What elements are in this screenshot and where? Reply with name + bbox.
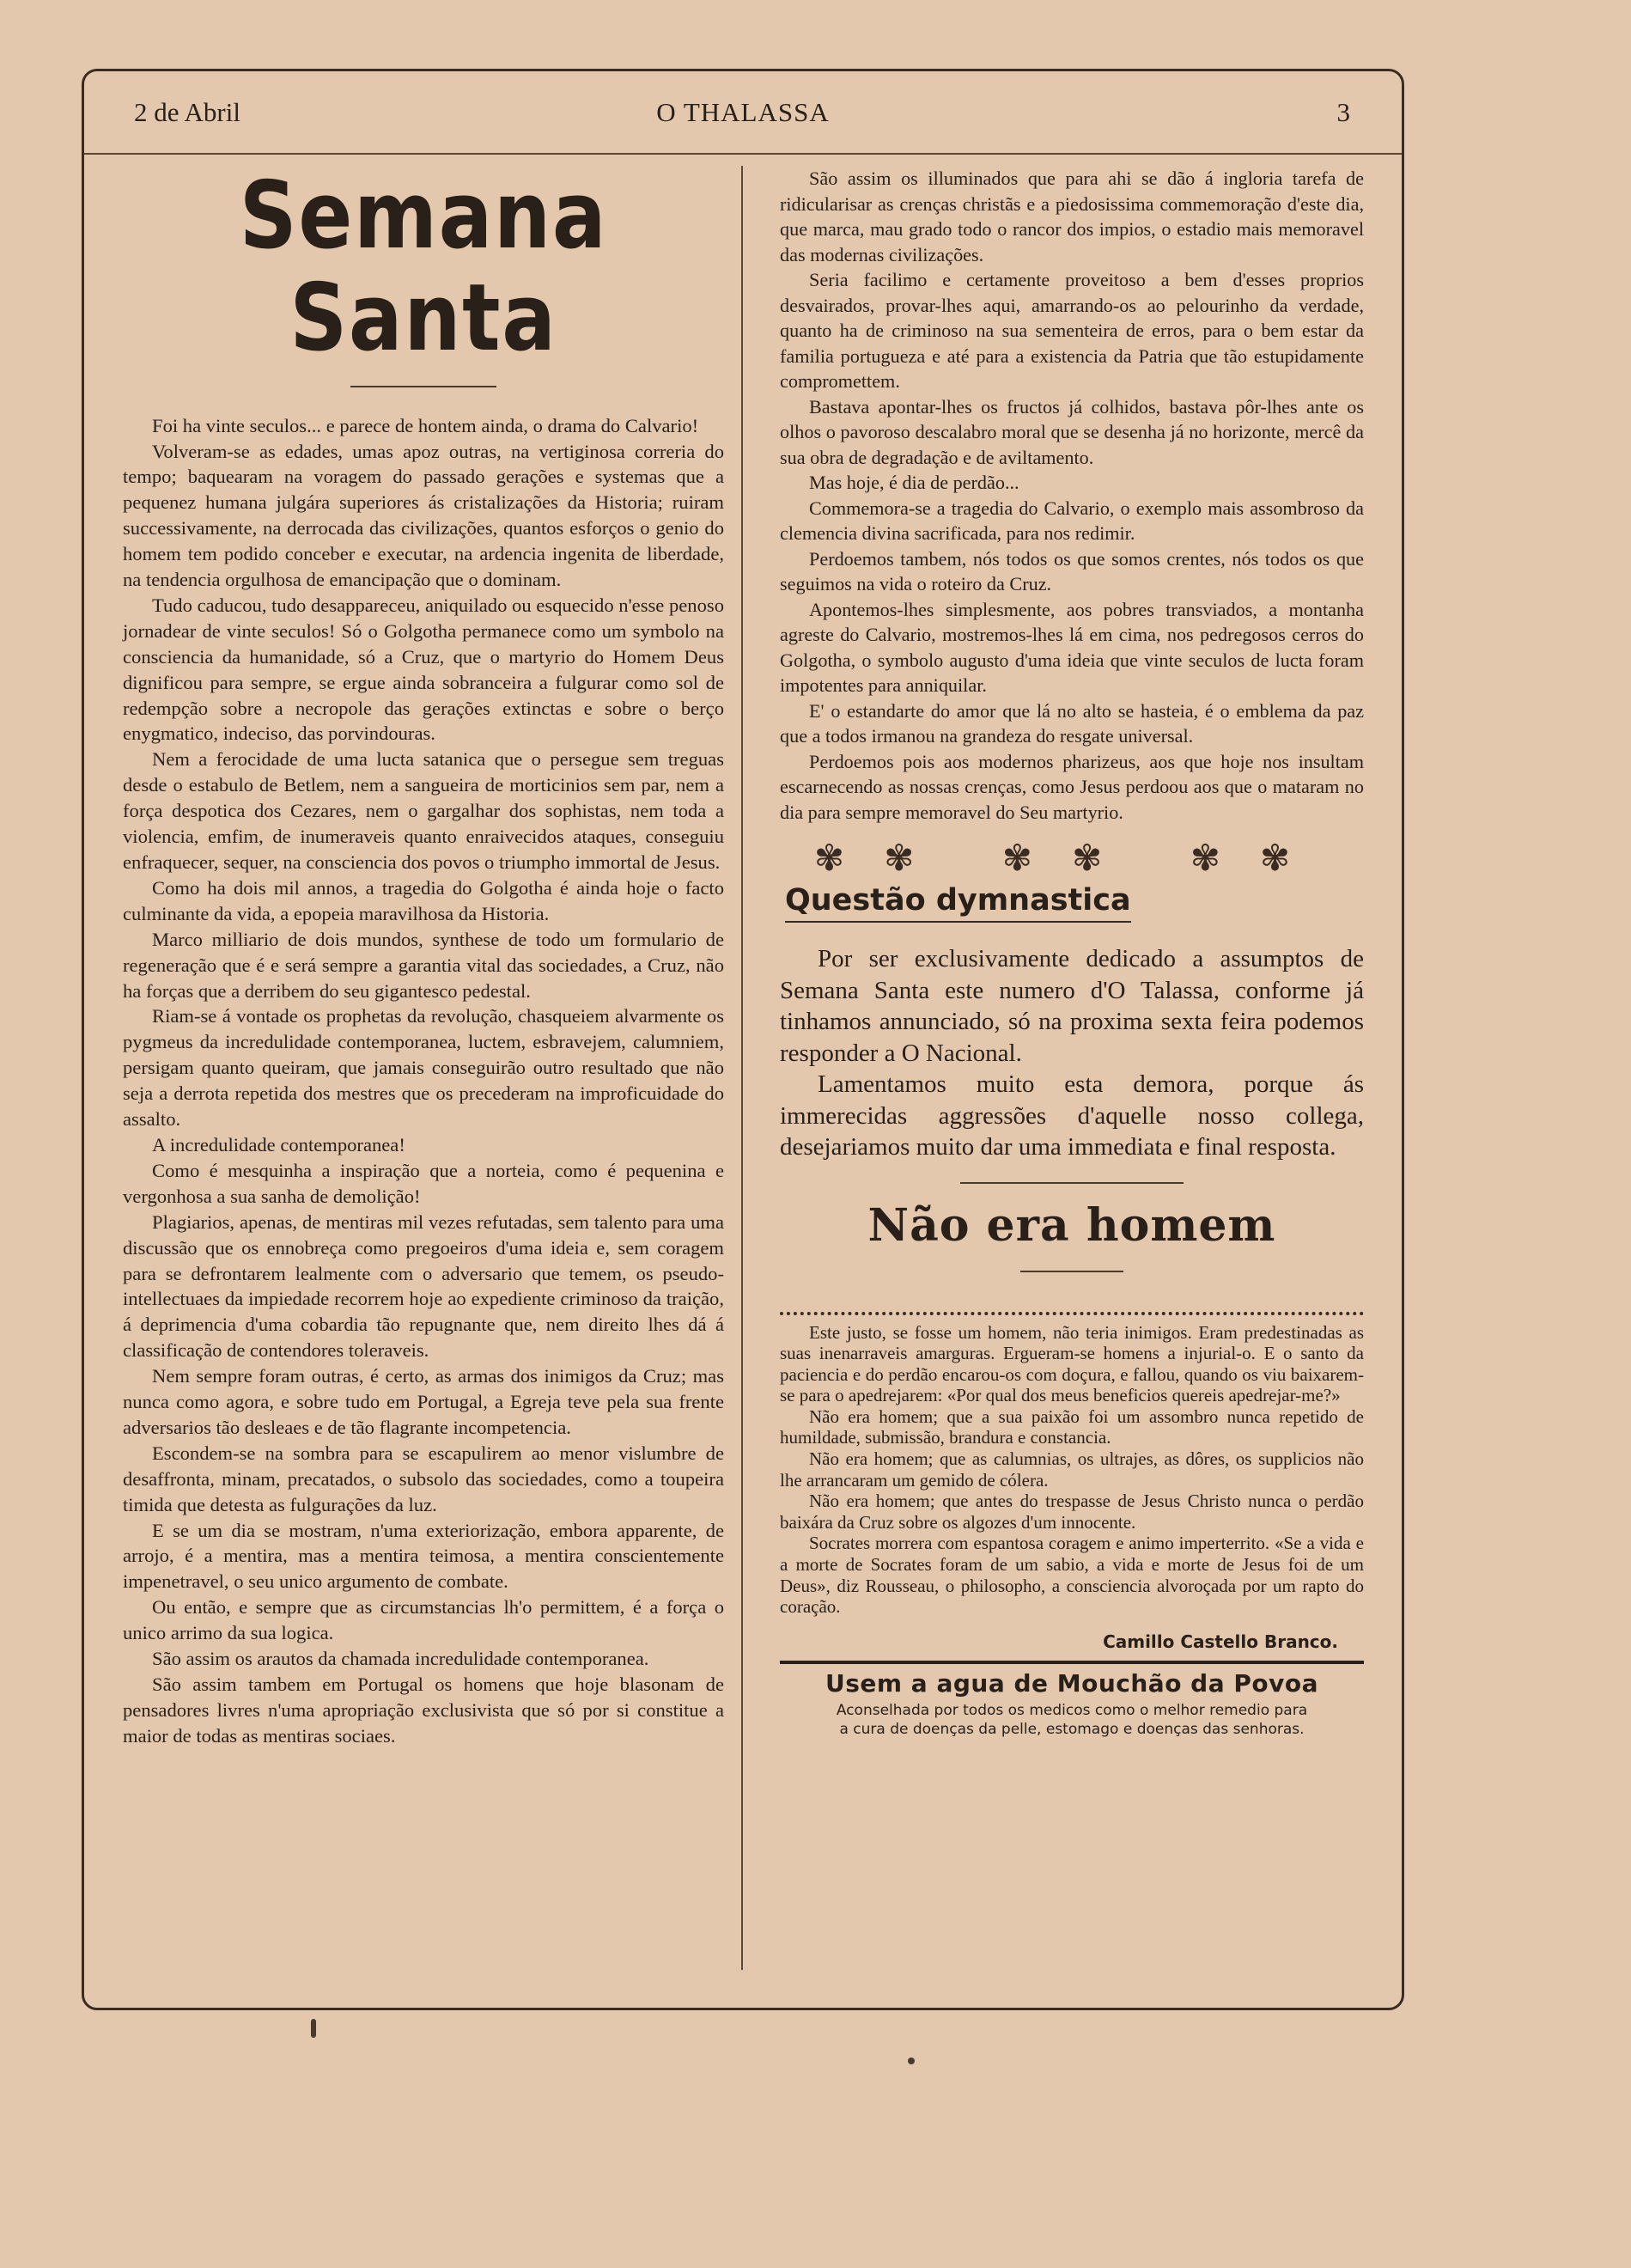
article-paragraph: Riam-se á vontade os prophetas da revolução, chasqueiem alvarmente os pygmeus da incredulidade contemporanea, luctem, esbravejem, calumniem, persigam quanto queiram, que jamais conseguirão outro resultado que não seja a derrota repetida dos mestres que os precederam na improficuidade do assalto. [123,1005,724,1131]
article-paragraph: São assim tambem em Portugal os homens que hoje blasonam de pensadores livres n'uma apropriação exclusivista que só por si constitue a maior de todas as mentiras sociaes. [123,1674,724,1747]
article-paragraph: Perdoemos tambem, nós todos os que somos crentes, nós todos os que seguimos na vida o roteiro da Cruz. [780,547,1364,594]
article-paragraph: E' o estandarte do amor que lá no alto se hasteia, é o emblema da paz que a todos irmanou na grandeza do resgate universal. [780,699,1364,747]
newspaper-title: O THALASSA [656,97,830,127]
headline-semana-santa: Semana Santa [239,162,608,372]
quote-paragraph: Não era homem; que a sua paixão foi um assombro nunca repetido de humildade, submissão, brandura e constancia. [780,1405,1364,1448]
article-paragraph: Commemora-se a tragedia do Calvario, o exemplo mais assombroso da clemencia divina sacrificada, para nos redimir. [780,497,1364,544]
article-paragraph: Marco milliario de dois mundos, synthese de todo um formulario de regeneração que é e será sempre a garantia vital das sociedades, a Cruz, não ha forças que a derribem do seu gigantesco pedestal. [123,928,724,1002]
section-title-questao-dymnastica: Questão dymnastica [785,883,1131,923]
page-frame [82,69,1404,2010]
article-paragraph: Foi ha vinte seculos... e parece de hontem ainda, o drama do Calvario! [152,414,699,436]
author-signature: Camillo Castello Branco. [1103,1631,1338,1652]
paper-speck [311,2019,316,2038]
article-paragraph: São assim os illuminados que para ahi se dão á ingloria tarefa de ridicularisar as crenças christãs e a piedosissima commemoração d'este dia, que marca, mau grado todo o rancor dos impios, o estadio mais memoravel das modernas civilizações. [780,168,1364,265]
page-number: 3 [1336,97,1350,127]
page-header [84,71,1402,155]
article-paragraph: Tudo caducou, tudo desappareceu, aniquilado ou esquecido n'esse penoso jornadear de vinte seculos! Só o Golgotha permanece como um symbolo na consciencia da humanidade, só a Cruz, que o martyrio do Homem Deus dignificou para sempre, se ergue ainda sobranceira a fulgurar como sol de redempção sobre a necropole das gerações extinctas e sobre o berço enygmatico, indeciso, das porvindouras. [123,594,724,745]
article-paragraph: E se um dia se mostram, n'uma exteriorização, embora apparente, de arrojo, é a mentira, mas a mentira teimosa, a mentira conscientemente impenetravel, o seu unico argumento de combate. [123,1519,724,1593]
headline-rule [1020,1271,1123,1272]
article-paragraph: A incredulidade contemporanea! [152,1133,405,1155]
advert-text-line: a cura de doenças da pelle, estomago e doenças das senhoras. [839,1720,1305,1738]
notice-paragraph: Por ser exclusivamente dedicado a assumptos de Semana Santa este numero d'O Talassa, conforme já tinhamos annunciado, só na proxima sexta feira podemos responder a O Nacional. [780,945,1364,1067]
article-paragraph: Apontemos-lhes simplesmente, aos pobres transviados, a montanha agreste do Calvario, mostremos-lhes lá em cima, nos pedregosos cerros do Golgotha, o symbolo augusto d'uma ideia que vinte seculos de lucta foram impotentes para anniquilar. [780,598,1364,696]
paper-speck [908,2058,915,2064]
article-paragraph: Como é mesquinha a inspiração que a norteia, como é pequenina e vergonhosa a sua sanha de demolição! [123,1159,724,1207]
dotted-separator [780,1312,1364,1315]
advert-rule [780,1661,1364,1664]
advert-text-line: Aconselhada por todos os medicos como o melhor remedio para [836,1701,1308,1719]
notice-paragraph: Lamentamos muito esta demora, porque ás immerecidas aggressões d'aquelle nosso collega, desejariamos muito dar uma immediata e final resposta. [780,1070,1364,1161]
article-paragraph: Plagiarios, apenas, de mentiras mil vezes refutadas, sem talento para uma discussão que os ennobreça como pregoeiros d'uma ideia e, sem coragem para se defrontarem lealmente com o adversario que temem, os pseudo-intellectuaes da impiedade recorrem hoje ao expediente criminoso da traição, á deprimencia d'uma cobardia tão repugnante que, nem direito lhes dá á classificação de contendores toleraveis. [123,1210,724,1362]
article-paragraph: Volveram-se as edades, umas apoz outras, na vertiginosa correria do tempo; baquearam na voragem do passado gerações e systemas que a pequenez humana julgára superiores ás cristalizações da Historia; ruiram successivamente, na derrocada das civilizações, quantos esforços o genio do homem tem podido conceber e executar, na ardencia ingenita de liberdade, na tendencia orgulhosa de emancipação que o dominam. [123,440,724,591]
left-column [123,162,724,1749]
quote-paragraph: Este justo, se fosse um homem, não teria inimigos. Eram predestinadas as suas inenarraveis amarguras. Ergueram-se homens a injurial-o. E o santo da paciencia e do perdão encarou-os com doçura, e fallou, quando os viu baixarem-se para o apedrejarem: «Por qual dos meus beneficios quereis apedrejar-me?» [780,1321,1364,1406]
article-paragraph: Nem a ferocidade de uma lucta satanica que o persegue sem treguas desde o estabulo de Betlem, nem a sangueira de morticinios sem par, nem a força despotica dos Cezares, nem o gargalhar dos sophistas, nem toda a violencia, emfim, de inumeraveis quanto enraivecidos ataques, conseguiu enfraquecer, sequer, na consciencia dos povos o triumpho immortal de Jesus. [123,748,724,873]
headline-nao-era-homem: Não era homem [867,1198,1276,1252]
floral-ornament-icon: ✾✾ ✾✾ ✾✾ [813,839,1330,879]
article-paragraph: Nem sempre foram outras, é certo, as armas dos inimigos da Cruz; mas nunca como agora, e sobre tudo em Portugal, a Egreja teve pela sua frente adversarios tão desleaes e de tão flagrante incompetencia. [123,1365,724,1438]
quote-paragraph: Socrates morrera com espantosa coragem e animo imperterrito. «Se a vida e a morte de Socrates foram de um sabio, a vida e morte de Jesus foi de um Deus», diz Rousseau, o philosopho, a consciencia alvoroçada por um rapto do coração. [780,1533,1364,1618]
article-paragraph: Seria facilimo e certamente proveitoso a bem d'esses proprios desvairados, provar-lhes aqui, amarrando-os ao pelourinho da verdade, quanto ha de criminoso na sua sementeira de erros, para o bem estar da familia portugueza e até para a existencia da Patria que tão estupidamente compromettem. [780,269,1364,392]
article-paragraph: Como ha dois mil annos, a tragedia do Golgotha é ainda hoje o facto culminante da vida, a epopeia maravilhosa da Historia. [123,876,724,924]
headline-rule [350,386,496,387]
right-column [780,166,1364,1739]
article-paragraph: Escondem-se na sombra para se escapulirem ao menor vislumbre de desaffronta, minam, precatados, o subsolo das sociedades, como a toupeira timida que detesta as fulgurações da luz. [123,1442,724,1515]
header-date: 2 de Abril [134,97,240,127]
advert-title: Usem a agua de Mouchão da Povoa [825,1668,1319,1698]
article-paragraph: São assim os arautos da chamada incredulidade contemporanea. [152,1648,649,1670]
article-paragraph: Ou então, e sempre que as circumstancias lh'o permittem, é a força o unico arrimo da sua logica. [123,1596,724,1644]
column-divider [741,166,743,1970]
article-paragraph: Mas hoje, é dia de perdão... [809,472,1019,493]
article-paragraph: Perdoemos pois aos modernos pharizeus, aos que hoje nos insultam escarnecendo as nossas crenças, como Jesus perdoou aos que o mataram no dia para sempre memoravel do Seu martyrio. [780,750,1364,823]
article-paragraph: Bastava apontar-lhes os fructos já colhidos, bastava pôr-lhes ante os olhos o pavoroso descalabro moral que se desenha já no horizonte, mercê da sua obra de degradação e de aviltamento. [780,395,1364,468]
section-rule [960,1182,1184,1184]
quote-paragraph: Não era homem; que as calumnias, os ultrajes, as dôres, os supplicios não lhe arrancaram um gemido de cólera. [780,1448,1364,1491]
quote-paragraph: Não era homem; que antes do trespasse de Jesus Christo nunca o perdão baixára da Cruz sobre os algozes d'um innocente. [780,1491,1364,1533]
